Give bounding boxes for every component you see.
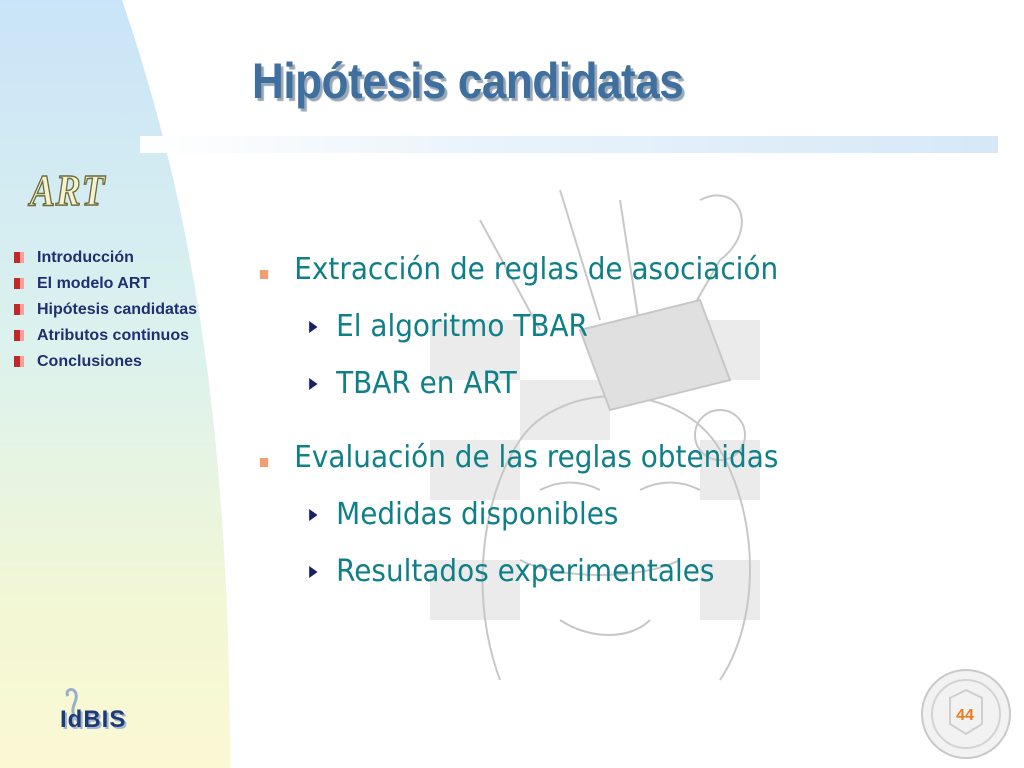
sidebar-item-modelo-art[interactable] bbox=[14, 273, 214, 294]
page-title: Hipótesis candidatas bbox=[252, 53, 684, 109]
section-logo: ART bbox=[30, 166, 106, 215]
sidebar-item-label: Hipótesis candidatas bbox=[37, 301, 198, 318]
sidebar-item-hipotesis[interactable] bbox=[14, 299, 214, 320]
sidebar-item-label: El modelo ART bbox=[37, 275, 151, 292]
sidebar-item-label: Conclusiones bbox=[37, 353, 142, 370]
red-square-bullet-icon bbox=[14, 356, 24, 367]
bullet-item bbox=[258, 436, 928, 480]
sub-bullet-item bbox=[258, 305, 928, 349]
sub-bullet-text: Medidas disponibles bbox=[336, 497, 619, 532]
navy-triangle-bullet-icon bbox=[309, 566, 317, 578]
sidebar-nav bbox=[14, 247, 214, 377]
sidebar-item-introduccion[interactable] bbox=[14, 247, 214, 268]
sidebar-item-atributos[interactable] bbox=[14, 325, 214, 346]
bullet-item bbox=[258, 248, 928, 292]
sub-bullet-item bbox=[258, 550, 928, 594]
red-square-bullet-icon bbox=[14, 252, 24, 263]
orange-square-bullet-icon bbox=[260, 270, 268, 279]
red-square-bullet-icon bbox=[14, 330, 24, 341]
sidebar-item-conclusiones[interactable] bbox=[14, 351, 214, 372]
navy-triangle-bullet-icon bbox=[309, 509, 317, 521]
red-square-bullet-icon bbox=[14, 278, 24, 289]
page-number: 44 bbox=[956, 707, 974, 724]
slide-content bbox=[258, 248, 978, 594]
sub-bullet-item bbox=[258, 493, 928, 537]
sub-bullet-item bbox=[258, 362, 928, 406]
bullet-text: Extracción de reglas de asociación bbox=[294, 252, 779, 287]
sub-bullet-text: El algoritmo TBAR bbox=[336, 309, 588, 344]
orange-square-bullet-icon bbox=[260, 458, 268, 467]
bullet-text: Evaluación de las reglas obtenidas bbox=[294, 440, 779, 475]
logo-text: IdBIS bbox=[60, 706, 127, 733]
navy-triangle-bullet-icon bbox=[309, 378, 317, 390]
sidebar-item-label: Introducción bbox=[37, 249, 134, 266]
sub-bullet-text: Resultados experimentales bbox=[336, 554, 715, 589]
sidebar-item-label: Atributos continuos bbox=[37, 327, 189, 344]
ibis-logo bbox=[60, 700, 170, 745]
sub-bullet-text: TBAR en ART bbox=[336, 366, 517, 401]
red-square-bullet-icon bbox=[14, 304, 24, 315]
navy-triangle-bullet-icon bbox=[309, 321, 317, 333]
